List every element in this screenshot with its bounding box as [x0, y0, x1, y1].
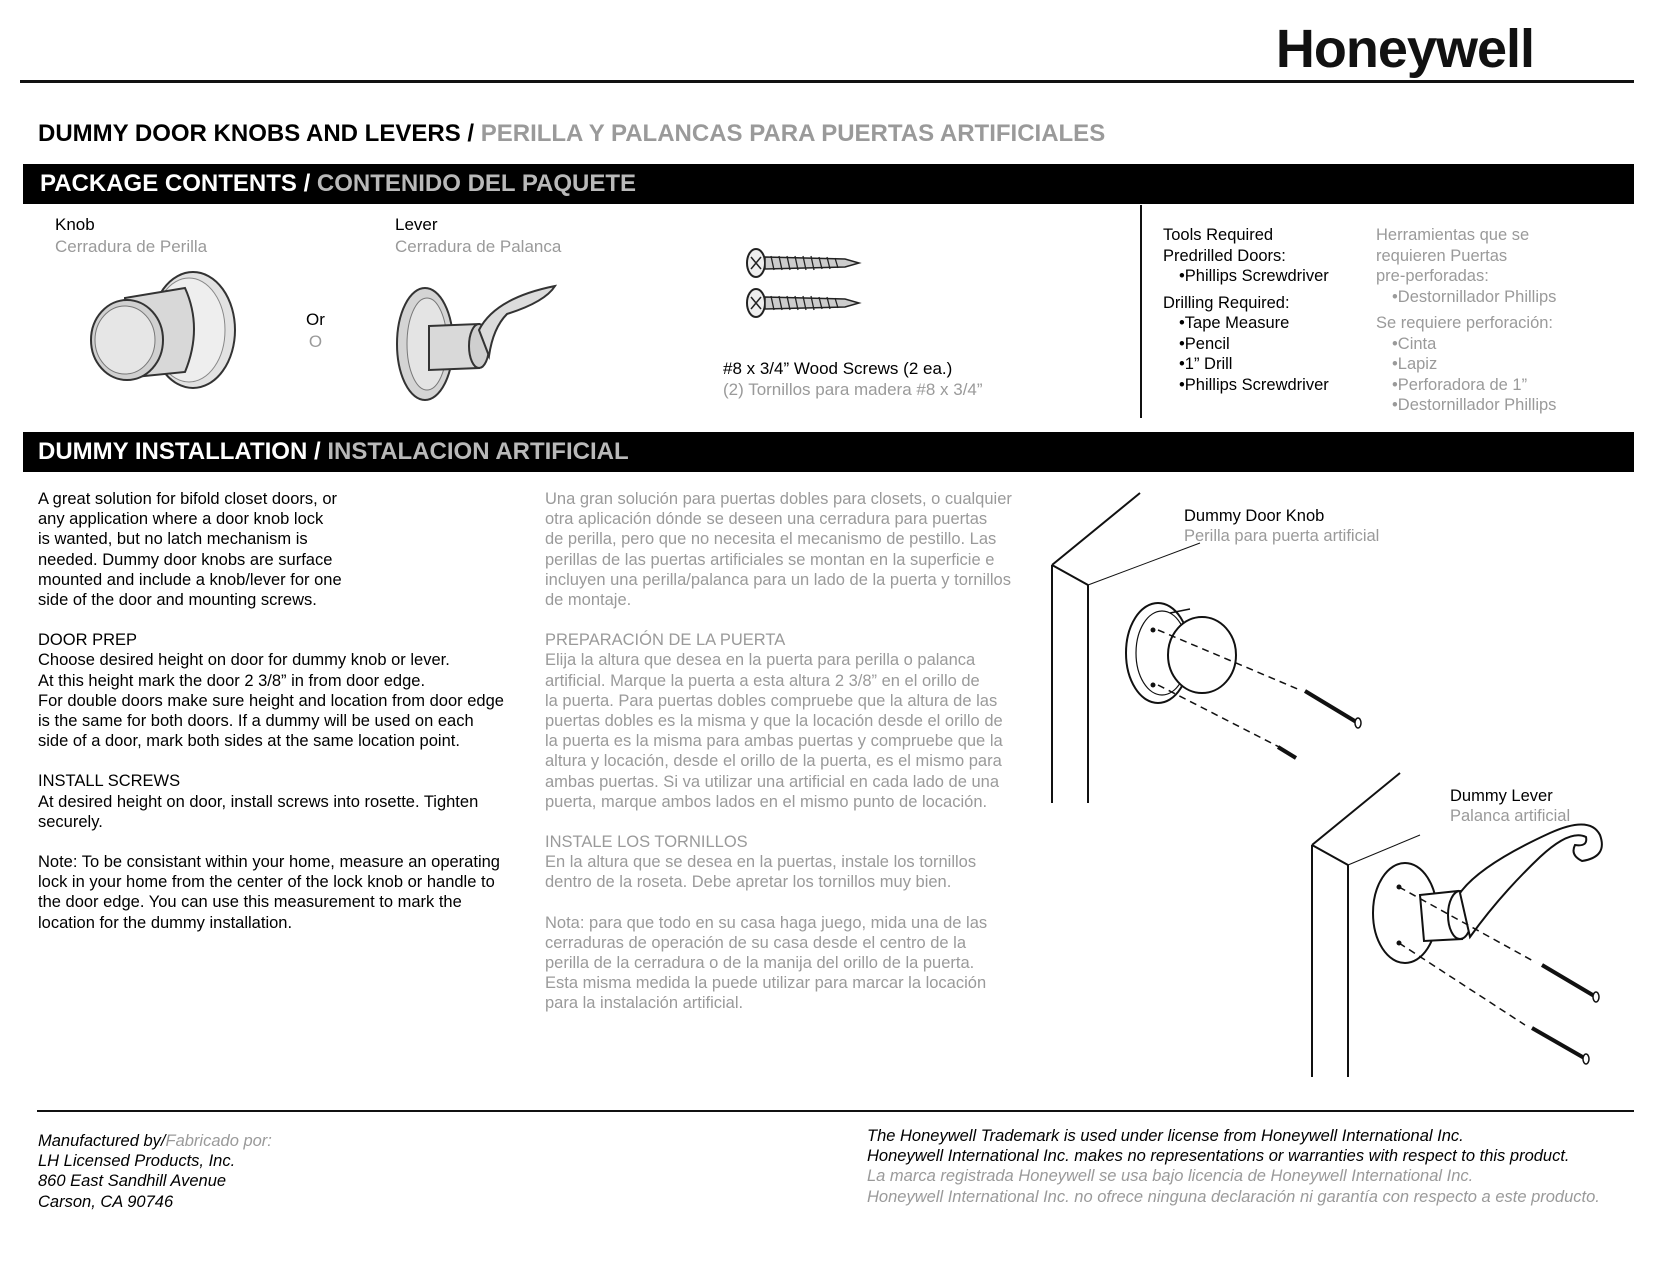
legal-line: Honeywell International Inc. no ofrece ninguna declaración ni garantía con respecto a este producto. [867, 1187, 1600, 1206]
text-line: Una gran solución para puertas dobles para closets, o cualquier [545, 490, 1012, 508]
tool-item: • Destornillador Phillips [1392, 287, 1556, 308]
tools-required-es [1376, 225, 1556, 416]
or-en: Or [306, 310, 325, 329]
address-line: LH Licensed Products, Inc. [38, 1152, 236, 1171]
or-es: O [308, 332, 323, 352]
text-line: is the same for both doors. If a dummy will be used on each [38, 712, 474, 731]
tools-title-es [1376, 225, 1556, 287]
text-line: para la instalación artificial. [545, 994, 744, 1013]
text-line: artificial. Marque la puerta a esta altura 2 3/8” en el orillo de [545, 671, 980, 690]
door-prep-text-en [38, 650, 538, 751]
tool-item: • Destornillador Phillips [1392, 395, 1556, 416]
text-line: perilla de la cerradura o de la manija del orillo de la puerta. [545, 954, 975, 973]
address-line: 860 East Sandhill Avenue [38, 1172, 227, 1191]
text-line: needed. Dummy door knobs are surface [38, 550, 333, 569]
instructions-es [545, 489, 1045, 1014]
drilling-list-en [1163, 313, 1329, 395]
text-line: puertas dobles es la misma y que la locación desde el orillo de [545, 712, 1003, 731]
text-line: incluyen una perilla/palanca para un lado de la puerta y tornillos [545, 570, 1011, 589]
brand-logo: Honeywell [1275, 19, 1534, 79]
text-line: Esta misma medida la puede utilizar para marcar la locación [545, 974, 987, 993]
text-line: En la altura que se desea en la puertas, instale los tornillos [545, 853, 977, 872]
legal-notice [867, 1126, 1600, 1207]
text-line: la puerta. Para puertas dobles compruebe que la altura de las [545, 691, 998, 710]
legal-line: The Honeywell Trademark is used under license from Honeywell International Inc. [867, 1127, 1464, 1145]
intro-es [545, 489, 1045, 610]
tool-item: • Phillips Screwdriver [1179, 266, 1329, 287]
install-heading-sep: / [307, 438, 328, 465]
knob-illustration [85, 268, 245, 408]
dummy-lever-label [1450, 786, 1570, 826]
manufacturer-address [38, 1151, 272, 1212]
lever-illustration [395, 278, 565, 406]
footer-rule [37, 1110, 1634, 1112]
install-heading-en: DUMMY INSTALLATION [38, 438, 308, 465]
instructions-en [38, 489, 538, 933]
install-screws-es [545, 832, 1045, 893]
intro-en [38, 489, 538, 610]
text-line: is wanted, but no latch mechanism is [38, 530, 308, 549]
page-title [38, 120, 1105, 148]
install-heading-es: INSTALACION ARTIFICIAL [327, 438, 629, 465]
package-heading-sep: / [296, 170, 317, 197]
text-line: At this height mark the door 2 3/8” in from door edge. [38, 671, 426, 690]
legal-notice-en [867, 1126, 1600, 1166]
knob-label [55, 215, 207, 258]
text-line: la puerta es la misma para ambas puertas y compruebe que la [545, 732, 1003, 751]
legal-line: La marca registrada Honeywell se usa bajo licencia de Honeywell International Inc. [867, 1167, 1474, 1186]
install-screws-text-es [545, 852, 1045, 892]
tool-item: • 1” Drill [1179, 354, 1329, 375]
note-en [38, 852, 538, 933]
text-line: dentro de la roseta. Debe apretar los tornillos muy bien. [545, 873, 952, 892]
predrilled-label-en: Predrilled Doors: [1163, 246, 1286, 265]
screws-label-en: #8 x 3/4” Wood Screws (2 ea.) [723, 359, 953, 378]
text-line: Note: To be consistant within your home, measure an operating [38, 853, 500, 872]
lever-label [395, 215, 561, 258]
manufacturer-info [38, 1131, 272, 1212]
text-line: de montaje. [545, 591, 632, 610]
text-line: cerraduras de operación de su casa desde el centro de la [545, 933, 967, 952]
address-line: Carson, CA 90746 [38, 1192, 174, 1211]
dummy-knob-label-es: Perilla para puerta artificial [1184, 527, 1380, 546]
knob-label-es: Cerradura de Perilla [55, 237, 208, 257]
install-screws-title-en: INSTALL SCREWS [38, 772, 181, 791]
text-line: For double doors make sure height and location from door edge [38, 691, 504, 710]
text-line: altura y locación, desde el orillo de la puerta, es el mismo para [545, 752, 1002, 771]
text-line: side of a door, mark both sides at the same location point. [38, 732, 460, 751]
legal-line: Honeywell International Inc. makes no representations or warranties with respect to this product. [867, 1147, 1570, 1166]
lever-label-en: Lever [395, 215, 438, 234]
dummy-lever-label-es: Palanca artificial [1450, 807, 1571, 826]
text-line: lock in your home from the center of the lock knob or handle to [38, 873, 495, 892]
text-line: Elija la altura que desea en la puerta para perilla o palanca [545, 651, 976, 670]
installation-heading [23, 432, 1634, 472]
screws-label [723, 358, 983, 400]
screws-illustration [745, 245, 863, 325]
door-prep-title-es: PREPARACIÓN DE LA PUERTA [545, 631, 786, 650]
text-line: A great solution for bifold closet doors, or [38, 490, 337, 508]
drilling-label-es: Se requiere perforación: [1376, 314, 1554, 332]
text-line: Nota: para que todo en su casa haga juego, mida una de las [545, 913, 988, 932]
text-line: the door edge. You can use this measurement to mark the [38, 893, 462, 912]
text-line: otra aplicación dónde se deseen una cerradura para puertas [545, 510, 988, 529]
screws-label-es: (2) Tornillos para madera #8 x 3/4” [723, 380, 983, 399]
text-line: location for the dummy installation. [38, 913, 293, 932]
text-line: side of the door and mounting screws. [38, 591, 317, 610]
package-heading-es: CONTENIDO DEL PAQUETE [316, 170, 637, 197]
install-screws-text-en [38, 792, 538, 832]
predrilled-list-es [1376, 287, 1556, 308]
text-line: perillas de las puertas artificiales se montan en la superficie e [545, 550, 995, 569]
package-divider [1140, 205, 1142, 418]
dummy-knob-label [1184, 506, 1379, 546]
manufactured-by-en: Manufactured by/ [38, 1132, 166, 1150]
text-line: requieren Puertas [1376, 246, 1508, 265]
text-line: mounted and include a knob/lever for one [38, 570, 342, 589]
door-prep-title-en: DOOR PREP [38, 631, 138, 650]
text-line: any application where a door knob lock [38, 510, 324, 529]
text-line: puerta, marque ambos lados en el mismo punto de locación. [545, 792, 988, 811]
title-sep: / [460, 120, 481, 147]
lever-label-es: Cerradura de Palanca [395, 237, 562, 257]
drilling-label-en: Drilling Required: [1163, 293, 1290, 312]
or-label [306, 310, 325, 353]
text-line: Choose desired height on door for dummy knob or lever. [38, 651, 450, 670]
door-prep-text-es [545, 650, 1045, 812]
text-line: At desired height on door, install screws into rosette. Tighten [38, 792, 479, 811]
dummy-lever-label-en: Dummy Lever [1450, 787, 1553, 805]
install-screws-title-es: INSTALE LOS TORNILLOS [545, 833, 748, 852]
dummy-knob-label-en: Dummy Door Knob [1184, 507, 1325, 525]
title-en: DUMMY DOOR KNOBS AND LEVERS [38, 120, 461, 147]
text-line: de perilla, pero que no necesita el mecanismo de pestillo. Las [545, 530, 997, 549]
package-heading-en: PACKAGE CONTENTS [40, 170, 297, 197]
note-es [545, 913, 1045, 1014]
text-line: Herramientas que se [1376, 226, 1530, 244]
door-prep-es [545, 630, 1045, 812]
tool-item: • Phillips Screwdriver [1179, 375, 1329, 396]
header-rule [20, 80, 1634, 83]
package-contents-heading [23, 164, 1634, 204]
text-line: securely. [38, 812, 103, 831]
door-prep-en [38, 630, 538, 751]
knob-label-en: Knob [55, 215, 95, 234]
tool-item: • Perforadora de 1” [1392, 375, 1556, 396]
tools-title-en: Tools Required [1163, 226, 1274, 244]
manufactured-by-es: Fabricado por: [165, 1132, 272, 1150]
tool-item: • Cinta [1392, 334, 1556, 355]
tool-item: • Tape Measure [1179, 313, 1329, 334]
title-es: PERILLA Y PALANCAS PARA PUERTAS ARTIFICIALES [480, 120, 1106, 147]
predrilled-list-en [1163, 266, 1329, 287]
tools-required-en [1163, 225, 1329, 395]
drilling-list-es [1376, 334, 1556, 416]
legal-notice-es [867, 1166, 1600, 1206]
tool-item: • Pencil [1179, 334, 1329, 355]
text-line: pre-perforadas: [1376, 267, 1489, 285]
tool-item: • Lapiz [1392, 354, 1556, 375]
text-line: ambas puertas. Si va utilizar una artificial en cada lado de una [545, 772, 1000, 791]
install-screws-en [38, 771, 538, 832]
